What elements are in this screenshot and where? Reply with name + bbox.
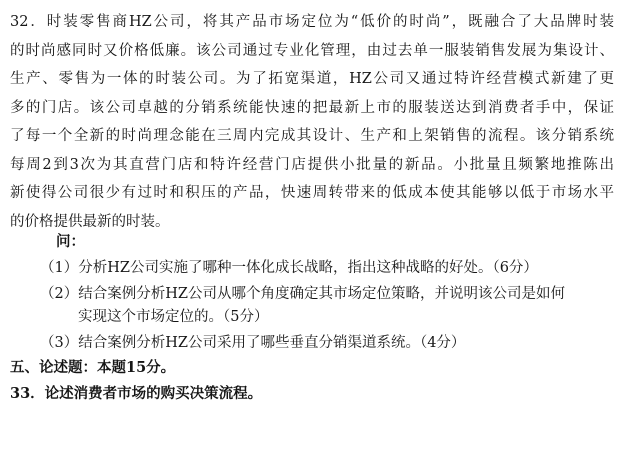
question-32-line: 生产、零售为一体的时装公司。为了拓宽渠道，HZ公司又通过特许经营模式新建了更 (10, 71, 614, 87)
question-32-line: 了每一个全新的时尚理念能在三周内完成其设计、生产和上架销售的流程。该分销系统 (10, 128, 614, 144)
ask-label: 问： (56, 233, 85, 250)
question-32-line: 多的门店。该公司卓越的分销系统能快速的把最新上市的服装送达到消费者手中，保证 (10, 99, 614, 116)
question-33-text: 33．论述消费者市场的购买决策流程。 (10, 385, 263, 402)
section-5-heading: 五、论述题：本题15分。 (10, 359, 176, 376)
sub-question-2: （2）结合案例分析HZ公司从哪个角度确定其市场定位策略，并说明该公司是如何 (40, 286, 565, 302)
sub-question-2-continued: 实现这个市场定位的。（5分） (78, 309, 269, 325)
question-32-line: 的价格提供最新的时装。 (10, 213, 170, 230)
question-32-line: 32．时装零售商HZ公司，将其产品市场定位为“低价的时尚”，既融合了大品牌时装 (10, 14, 614, 30)
question-32-line: 新使得公司很少有过时和积压的产品，快速周转带来的低成本使其能够以低于市场水平 (10, 185, 614, 201)
question-32-text (10, 8, 614, 236)
sub-question-1: （1）分析HZ公司实施了哪种一体化成长战略，指出这种战略的好处。（6分） (40, 260, 538, 276)
question-32-line: 的时尚感同时又价格低廉。该公司通过专业化管理，由过去单一服装销售发展为集设计、 (10, 42, 614, 59)
sub-question-3: （3）结合案例分析HZ公司采用了哪些垂直分销渠道系统。（4分） (40, 335, 466, 351)
question-32-line: 每周2到3次为其直营门店和特许经营门店提供小批量的新品。小批量且频繁地推陈出 (10, 156, 614, 173)
